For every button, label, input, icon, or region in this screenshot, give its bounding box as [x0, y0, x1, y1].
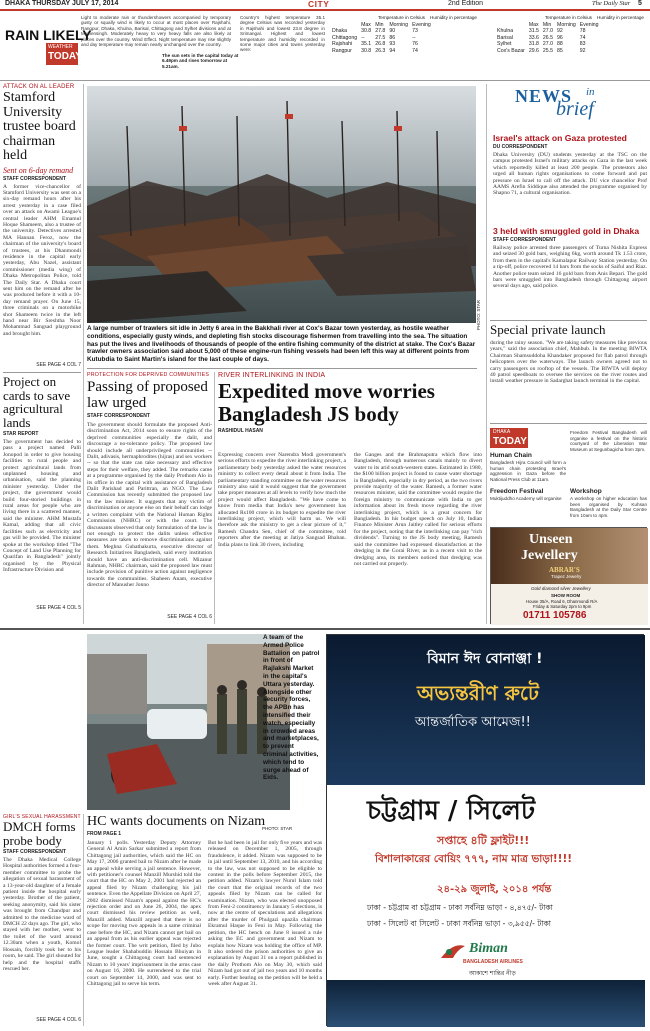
brief-headline: 3 held with smuggled gold in Dhaka	[493, 226, 640, 236]
weather-sun-times: The sun sets in the capital today at 6.49pm and rises tomorrow at 5.21am.	[162, 53, 239, 69]
story-kicker: PROTECTION FOR DEPRIVED COMMUNITIES	[87, 372, 210, 378]
story-headline: Passing of proposed law urged	[87, 379, 208, 411]
story-body: during the rainy season. "We are taking safety measures like previous years," said the association chief, Mahbub. In the meeting BIWTA Chairman Shamsuddoha Khandaker proposed for flab patrol through helicopters over the waterways. The launch owners agreed not to carry passengers on rooftop of the vessels. The BIWTA will deploy 40 patrol speedboats to oversee the services on the river routes and install weather pressure in Sadarghat launch terminal in the capital.	[490, 340, 647, 385]
see-more-link[interactable]: SEE PAGE 4 COL 6	[36, 1017, 81, 1023]
news-in-brief-header	[490, 84, 647, 126]
story-byline: STAR REPORT	[3, 431, 39, 437]
ad-brand-logo: ABRAR'S	[549, 566, 580, 574]
story-river	[218, 372, 483, 624]
event-title: Workshop	[570, 488, 602, 495]
story-headline: Project on cards to save agricultural lands	[3, 374, 71, 430]
weather-table-right-grid: Max Min Morning Evening Khulna 31.5 27.0 92 78 Barisal 33.6 26.5 96 74 Sylhet 31.8 27.0 88 83 Cox's Bazar 29.6 25.5 85 92	[497, 22, 599, 54]
see-more-link[interactable]: SEE PAGE 4 COL 5	[36, 605, 81, 611]
weather-badge-bottom: TODAY	[48, 51, 82, 62]
story-body: A former vice-chancellor of Stamford University was sent on a six-day remand hours after his arrest yesterday in a case filed over an attack on Awami League's central leader AHM Emamul Hoque Shameem, also a trustee of the university. Detectives arrested MA Hannan Feroz, now the chairman of the university's board of trustees, at his Dhanmondi residence in the capital early yesterday, Abu Nazel, assistant commissioner (media wing) of Dhaka Metropolitan Police, told The Daily Star. A Dhaka court sent him on the remand after he was produced before it with a 10-day remand prayer. On June 15, three criminals on a motorbike shot Shameem twice in the left hand near Bir Sreshtha Noor Mohammad Sangsad playground and brought him.	[3, 183, 81, 337]
col-evening: Evening	[412, 22, 431, 28]
photo-trawlers	[87, 86, 476, 323]
brief-gaza	[493, 133, 647, 223]
ad-showroom: SHOW ROOM	[551, 593, 581, 598]
trawlers-photo-image	[87, 86, 476, 323]
photo-caption: A large number of trawlers sit idle in Jetty 6 area in the Bakkhali river at Cox's Bazar town yesterday, as hostile weather conditions, especially gusty winds, and depleting fish stocks discourage fishermen from travelling into the sea. The situation has put the lives and livelihoods of thousands of people of the entire fishing community of the district at stake. The Cox's Bazar trawler owners association said about 5,000 of these engine-run fishing vessels had been left this way at different points from Kutubdia to Saint Martin's island for the last couple of days.	[87, 325, 476, 364]
story-body: The Dhaka Medical College Hospital authorities formed a four-member committee to probe the allegation of sexual harassment of a 13-year-old daughter of a female patient inside the hospital early yesterday. Brother of the patient, seeking anonymity, said his sister was brought from Chandpur and admitted to the medicine ward of DMCH 22 days ago. The girl, who stayed with her mother, went to the toilet of the ward around 12.30am when a youth, Komol Hossain, forcibly took her to his room, he said. The girl shouted for help and the hospital staffs rescued her.	[3, 857, 81, 972]
photo-caption: A team of the Armed Police Battalion on patrol in front of Rajlakshi Market in the capital's Uttara yesterday. Alongside other security forces, the APBn has intensified their watch, especially in crowded areas and marketplaces, to prevent criminal activities, which tend to surge ahead of Eids.	[263, 634, 320, 782]
table-row: Khulna 31.5 27.0 92 78	[497, 28, 586, 35]
ad-biman-intro: অভ্যন্তরীণ রুটে	[417, 681, 539, 705]
story-headline: HC wants documents on Nizam	[87, 814, 266, 829]
story-byline: STAFF CORRESPONDENT	[3, 175, 66, 182]
ad-biman-sub: আন্তর্জাতিক আমেজ!!	[415, 715, 531, 730]
brief-gold	[493, 226, 647, 318]
event-body: A workshop on higher education has been organised by Kuhsan Bangladesh at the Daily Star Centre from 10am to 4pm.	[570, 496, 647, 518]
see-more-link[interactable]: SEE PAGE 4 COL 7	[36, 361, 81, 368]
ad-biman-dates: ২৪-২৯ জুলাই, ২০১৪ পর্যন্ত	[437, 884, 552, 895]
ad-title-2: Jewellery	[521, 548, 578, 563]
story-body: The government should formulate the proposed Anti-discrimination Act, 2014 soon to ensure rights of the deprived communities especially the dalit, and discourage a no-tolerance policy. The proposed law should include all underprivileged communities -- Dalit, adivasis, hermaphrodites (hijras) and sex workers -- so that the state can take necessary and effective steps for their welfare, they added. The remarks came at a programme organised by the daily Prothom Alo in its office in the capital with assistance of Bangladesh Dalit Parishad and Parittran, an NGO. The Law Commission has recently submitted the proposed law to the law minister. It suggests that any victim of discrimination or anyone else on their behalf can lodge a written complaint with the National Human Rights Commission (NHRC) or with the court. The discussants observed that only formulation of the law is not enough to protect the dalits unless effective measures are taken to remove discriminations against them. Meghna Guhathakurta, executive director of Research Initiatives Bangladesh, said every institution should have an anti-discrimination cell. Mizanur Rahman, NHRC chairman, said the proposed law must include provision of punitive action against negligence towards the communities. Shaheen Anam, executive director of Manusher Jonno	[87, 422, 212, 589]
col-morning: Morning	[389, 22, 409, 28]
story-agri	[3, 375, 81, 625]
table-head-temp-right: Temperature in Celsius	[545, 15, 592, 20]
table-row: Sylhet 31.8 27.0 88 83	[497, 41, 586, 48]
story-body-col1: Expressing concern over Narendra Modi government's serious efforts to expedite the river interlinking project, a parliamentary body yesterday asked the water resources ministry to collect every detail about it from India. The parliamentary standing committee on the water resources ministry also said it would suggest that the government take proper measures at all levels to verify how much the project would affect Bangladesh. "We have come to know from media that India's new government has allocated Rs100 crore in its budget to expedite the river interlinking project, which will harm us. We will therefore ask the ministry to get a clear picture of it," Ramesh Chandra Sen, chief of the committee, told reporters after the meeting at Jatiya Sangsad Bhaban. India plans to link 30 rivers, including	[218, 452, 346, 548]
story-body-col2: the Ganges and the Brahmaputra which flow into Bangladesh, through numerous canals mainly to divert water to its arid south-western states. Estimated in 1980, the $100 billion project is found to cause water shortage in Bangladesh, especially in dry period, as the two rivers provide majority of the water. Ramesh, a former water resources minister, said the committee would require the foreign ministry to communicate with India to get information about its fresh move regarding the river interlinking project, which is a great concern for Bangladesh. In his budget speech on July 10, Indian Finance Minister Arun Jaitley called for serious efforts for the project, noting that the interlinking can pay "rich dividends". Turning to the JS body meeting, Ramesh said the committee had expressed dissatisfaction at the dredging in the Gorai River, as in a recent visit to the dredging area, its members noticed that dredging was not carried out properly.	[354, 452, 482, 567]
story-deck: Sent on 6-day remand	[3, 165, 74, 175]
masthead-paper: The Daily Star	[592, 0, 631, 7]
brief-body: Railway police arrested three passengers of Turna Nishita Express and seized 30 gold bars, weighing 6kg, worth around Tk 1.53 crore, from them in the capital's Kamalapur Railway Station yesterday. On a tip-off, police recovered 14 bars from the socks of Saiful and Riaz. Another police team seized 16 gold bars from Anis Bepari. The gold bars were smuggled into Bangladesh through Chittagong airport several days ago, said police.	[493, 245, 647, 290]
ad-biman-logo-sub: BANGLADESH AIRLINES	[463, 959, 523, 965]
see-more-link[interactable]: SEE PAGE 4 COL 6	[167, 614, 212, 620]
table-row: Barisal 33.6 26.5 96 74	[497, 34, 586, 41]
event-body: Bangladesh Hijra Council will form a human chain protesting Israel's aggression in Gaza before the National Press Club at 11am.	[490, 460, 566, 482]
table-head-humidity: Humidity in percentage	[430, 15, 477, 20]
story-launch	[490, 323, 647, 423]
ad-title-1: Unseen	[529, 532, 573, 547]
masthead-edition: 2nd Edition	[448, 0, 484, 7]
ad-biman-top-text: বিমান ঈদ বোনাঞ্জা !	[427, 651, 543, 667]
news-brief-title-news: NEWS	[515, 86, 573, 106]
story-kicker: GIRL'S SEXUAL HARASSMENT	[3, 814, 81, 820]
ad-phone: 01711 105786	[523, 610, 587, 621]
ad-biman-route: চট্টগ্রাম / সিলেট	[367, 796, 536, 826]
ad-jewellery-info	[491, 584, 648, 625]
brief-headline: Israel's attack on Gaza protested	[493, 133, 627, 143]
weather-badge-top: WEATHER	[48, 44, 73, 50]
col-min: Min	[375, 22, 384, 28]
ad-tag: Trapez Jewelry	[551, 574, 582, 579]
story-byline: RASHIDUL HASAN	[218, 428, 263, 434]
story-nizam	[87, 814, 323, 1026]
masthead	[0, 0, 650, 9]
story-headline: DMCH forms probe body	[3, 819, 76, 848]
story-body-col2: But he had been in jail for only five years and was released on December 1, 2005, through fraudulence, it added. Nizam was supposed to be in jail until September 13, 2010, and his according to the law, was not supposed to be eligible to contest in the polls before September 2015, the petition added. Nizam's lawyer Nurul Islam told the court that the original records of the two appeals filed by Nizam can be called for examination. Nizam, who was elected unopposed from Feni-2 constituency in January 5 elections, is now at the centre of speculations and allegations after the murder of Phulgazi upazila chairman Ekramul Haque in Feni in May. Following the petition, the HC bench on June 8 issued a rule asking the EC and government and Nizam to explain how Nizam was holding the office of MP. It also ordered the prison authorities to give an explanation by August 31 on a report published in the daily Prothom Alo on May 30, which said Nizam had got out of jail two years and 10 months early. Further hearing on the petition will be held a week after August 31.	[208, 840, 322, 987]
event-body: Freedom Festival Bangladesh will organise a festival on the historic courtyard of the Liberation War Museum at Segunbagicha from 3pm.	[570, 430, 647, 452]
weather-headline: RAIN LIKELY	[5, 27, 92, 43]
story-headline: Expedited move worries Bangladesh JS body	[218, 379, 435, 426]
news-brief-title-in: in	[586, 86, 595, 98]
event-title: Human Chain	[490, 452, 532, 459]
masthead-page: 5	[638, 0, 642, 7]
story-kicker: ATTACK ON AL LEADER	[3, 84, 75, 90]
ad-address: House 35/A, Road 6, Dhanmondi R/A	[526, 599, 598, 604]
dhaka-today-logo-bottom: TODAY	[493, 436, 527, 447]
story-headline: Special private launch	[490, 322, 606, 337]
weather-today-badge	[46, 43, 82, 65]
table-row: Dhaka 30.8 27.8 90 73	[332, 28, 418, 35]
ad-biman[interactable]	[326, 634, 644, 1026]
weather-records: Country's highest temperature 35.1 degree Celsius was recorded yesterday in Rajshahi and lowest 23.8 degree in Srimangal. Highest and lowest temperature and humidity recorded in some major cities and towns yesterday were:	[240, 15, 325, 53]
table-row: Rangpur 30.8 26.3 94 74	[332, 47, 418, 54]
masthead-section: CITY	[308, 0, 330, 9]
ad-jewellery[interactable]	[490, 527, 647, 624]
ad-biman-logo: Biman	[469, 941, 508, 956]
dhaka-today-logo-top: DHAKA	[493, 429, 511, 435]
table-row: Cox's Bazar 29.6 25.5 85 92	[497, 47, 586, 54]
masthead-date: DHAKA THURSDAY JULY 17, 2014	[5, 0, 119, 7]
ad-biman-boeing: বিশালাকারের বোয়িং ৭৭৭, নাম মাত্র ভাড়া!!!!	[375, 853, 573, 865]
story-headline: Stamford University trustee board chairman held	[3, 90, 76, 163]
ad-biman-footer	[327, 980, 645, 1027]
table-row: Chittagong -- 27.5 86 --	[332, 34, 416, 41]
ad-biman-fare-2: ঢাকা - সিলেট বা সিলেট - ঢাকা সর্বনিম্ন ভাড়া - ৩,৯৫৫/- টাকা	[367, 919, 551, 928]
ad-hours: Friday & Saturday 2pm to 9pm	[533, 604, 592, 609]
ad-biman-fare-1: ঢাকা - চট্টগ্রাম বা চট্টগ্রাম - ঢাকা সর্বনিম্ন ভাড়া - ৪,৪৭৫/- টাকা	[367, 903, 553, 912]
brief-byline: DU CORRESPONDENT	[493, 144, 548, 150]
story-kicker: RIVER INTERLINKING IN INDIA	[218, 372, 326, 379]
story-body-col1: January 1 polls. Yesterday Deputy Attorney General Al Amin Sarkar submitted a report from Chittagong jail authorities, which said the HC on May 17, 2006 granted bail to Nizam after he made an appeal while serving a jail sentence. However, with petitioner's counsel Manzill Murshid told the court that the HC on May 2, 2001 had rejected an appeal filed by Nizam challenging his jail sentence. Even the Appellate Division on April 27, 2002 dismissed Nizam's appeal against the HC's rejection order and on June 26, 2004, the apex court dismissed his review petition as well, Manzill added. Manzill argued that there is no scope for moving two appeals in a same criminal case before the HC, and Nizam cannot get bail on an appeal from as his earlier appeal was rejected the former court. The writ petition, filed by Jubo League leader Shahabuddin Hossain Bhuiyan in June, sought a Chittagong court had sentenced Nizam to 10 years' imprisonment in the arms case on August 16, 2000. He surrendered to the trial court on September 14, 2000, and was sent to Chittagong jail to serve his term.	[87, 840, 201, 987]
brief-byline: STAFF CORRESPONDENT	[493, 237, 556, 243]
story-trustee	[3, 84, 81, 370]
ad-biman-flights: সপ্তাহে ৪টি ফ্লাইট!!!	[437, 834, 530, 847]
weather-table-left	[330, 15, 480, 75]
brief-body: Dhaka University (DU) students yesterday at the TSC on the campus protested Israel's military attacks on Gaza in the last week which reportedly killed at least 200 people. The protestors also urged all human rights organisations to come forward and put pressure on Israel to call off the attack. DU vice chancellor Prof AAMS Arefin Siddique also attended the programme organised by Shapno 71, a cultural organisation.	[493, 152, 647, 197]
event-body: Muktijuddho Academy will organise	[490, 496, 562, 501]
story-byline: FROM PAGE 1	[87, 831, 122, 837]
news-brief-title-brief: brief	[556, 98, 594, 120]
table-head-humidity-right: Humidity in percentage	[597, 15, 644, 20]
weather-table-right	[495, 15, 647, 75]
weather-table-left-grid	[330, 22, 433, 54]
dhaka-today-box	[490, 426, 647, 526]
ad-biman-slogan: আকাশে শান্তির নীড়	[469, 970, 516, 977]
table-row: Rajshahi 35.1 26.8 93 76	[332, 41, 418, 48]
event-title: Freedom Festival	[490, 488, 544, 495]
col-max: Max	[361, 22, 371, 28]
dhaka-today-logo	[490, 428, 528, 448]
table-head-temp: Temperature in Celsius	[378, 15, 425, 20]
photo-credit: PHOTO: STAR	[476, 300, 481, 331]
story-body: The government has decided to pass a project named Palli Jonopod in order to give housing facilities to rural people and protect agricultural lands from unplanned housing and urbanisation, said the planning minister yesterday. Under the project, the government would build four-storied buildings in rural areas for people who are living there in a scattered manner, said the minister. AHM Mustafa Kamal, adding that all civic facilities such as electricity and gas will be provided. The minister spoke at the workshop titled "The Concept of Land Use Planning for Quarifan in Bangladesh" jointly organised by the Physical Infrastructure Division and	[3, 439, 81, 574]
story-byline: STAFF CORRESPONDENT	[87, 413, 150, 419]
weather-forecast: Light to moderate rain or thundershowers accompanied by temporary gusty or squally wind is likely to occur at most places over Rajshahi, Rangpur, Dhaka, Khulna, Barisal, Chittagong and Sylhet divisions and at Mymensingh. Moderately heavy to very heavy falls are also likely at places over the country. Wind Effect. Night temperature may rise slightly and day temperature may remain nearly unchanged over the country.	[81, 15, 231, 48]
weather-strip	[0, 13, 650, 77]
story-law	[87, 372, 212, 624]
photo-credit: PHOTO: STAR	[262, 826, 293, 831]
ad-line: Gold diamond silver Jewellery	[531, 586, 591, 591]
story-byline: STAFF CORRESPONDENT	[3, 849, 66, 855]
story-dmch	[3, 814, 81, 1026]
